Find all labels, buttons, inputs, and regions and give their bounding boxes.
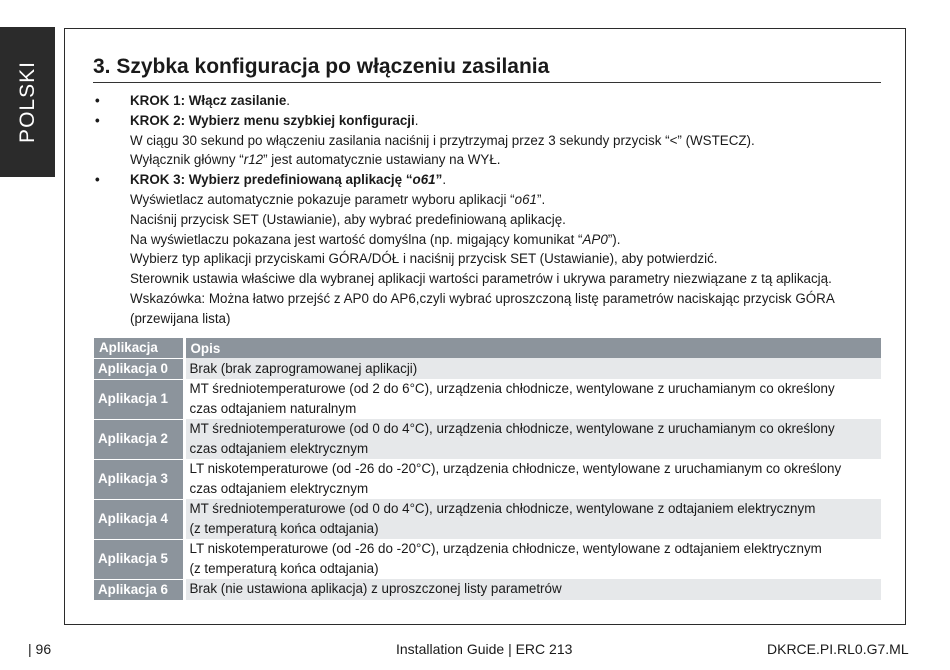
description-cell: LT niskotemperaturowe (od -26 do -20°C), urządzenia chłodnicze, wentylowane z odtajaniem elektrycznym (z temperaturą końca odtajania): [184, 539, 881, 579]
step-3-line-6: Wskazówka: Można łatwo przejść z AP0 do AP6,czyli wybrać uproszczoną listę parametrów naciskając przycisk GÓRA: [130, 290, 835, 306]
description-cell: MT średniotemperaturowe (od 2 do 6°C), urządzenia chłodnicze, wentylowane z uruchamianym co określony czas odtajaniem naturalnym: [184, 379, 881, 419]
step-3-line-1: Wyświetlacz automatycznie pokazuje parametr wyboru aplikacji “o61”.: [130, 191, 546, 207]
table-row: [94, 579, 881, 600]
application-cell: Aplikacja 3: [94, 459, 184, 499]
step-2: [93, 111, 893, 131]
description-cell: Brak (nie ustawiona aplikacja) z uproszczonej listy parametrów: [184, 579, 881, 600]
application-cell: Aplikacja 2: [94, 419, 184, 459]
application-cell: Aplikacja 4: [94, 499, 184, 539]
table-row: [94, 499, 881, 539]
table-row: [94, 539, 881, 579]
step-3-line-2: Naciśnij przycisk SET (Ustawianie), aby wybrać predefiniowaną aplikację.: [130, 211, 566, 227]
language-tab: [0, 27, 55, 177]
document-code: DKRCE.PI.RL0.G7.ML: [767, 641, 909, 657]
step-3-suffix: .: [442, 172, 447, 188]
table-row: [94, 379, 881, 419]
step-2-line-2: Wyłącznik główny “r12” jest automatycznie ustawiany na WYŁ.: [130, 152, 501, 168]
step-2-suffix: .: [414, 112, 419, 128]
description-cell: MT średniotemperaturowe (od 0 do 4°C), urządzenia chłodnicze, wentylowane z uruchamianym co określony czas odtajaniem elektrycznym: [184, 419, 881, 459]
description-cell: MT średniotemperaturowe (od 0 do 4°C), urządzenia chłodnicze, wentylowane z odtajaniem elektrycznym (z temperaturą końca odtajania): [184, 499, 881, 539]
step-1-heading: KROK 1: Włącz zasilanie: [130, 93, 287, 108]
bullet-icon: •: [95, 93, 100, 108]
step-2-line-1: W ciągu 30 sekund po włączeniu zasilania naciśnij i przytrzymaj przez 3 sekundy przycisk “<” (WSTECZ).: [130, 132, 755, 148]
step-3: [93, 170, 893, 190]
table-header-row: [94, 338, 881, 358]
step-3-line-3: Na wyświetlaczu pokazana jest wartość domyślna (np. migający komunikat “AP0”).: [130, 231, 621, 247]
step-1: [93, 91, 893, 111]
application-cell: Aplikacja 0: [94, 358, 184, 379]
application-cell: Aplikacja 6: [94, 579, 184, 600]
description-cell: LT niskotemperaturowe (od -26 do -20°C), urządzenia chłodnicze, wentylowane z uruchamianym co określony czas odtajaniem elektrycznym: [184, 459, 881, 499]
applications-table: [94, 338, 881, 600]
application-cell: Aplikacja 5: [94, 539, 184, 579]
step-3-line-4: Wybierz typ aplikacji przyciskami GÓRA/DÓŁ i naciśnij przycisk SET (Ustawianie), aby potwierdzić.: [130, 251, 718, 267]
section-title: 3. Szybka konfiguracja po włączeniu zasilania: [93, 55, 881, 83]
application-cell: Aplikacja 1: [94, 379, 184, 419]
column-header-description: Opis: [184, 338, 881, 358]
column-header-application: Aplikacja: [94, 338, 184, 358]
bullet-icon: •: [95, 112, 100, 128]
step-2-heading: KROK 2: Wybierz menu szybkiej konfiguracji: [130, 112, 415, 128]
bullet-icon: •: [95, 172, 100, 188]
table-row: [94, 419, 881, 459]
steps-list: [93, 91, 893, 329]
step-3-heading: KROK 3: Wybierz predefiniowaną aplikację “o61”: [130, 172, 443, 188]
step-1-suffix: .: [286, 93, 291, 108]
step-3-line-7: (przewijana lista): [130, 310, 231, 326]
table-row: [94, 459, 881, 499]
step-3-line-5: Sterownik ustawia właściwe dla wybranej aplikacji wartości parametrów i ukrywa parametry niezwiązane z tą aplikacją.: [130, 271, 832, 287]
description-cell: Brak (brak zaprogramowanej aplikacji): [184, 358, 881, 379]
footer-guide-title: Installation Guide | ERC 213: [396, 641, 573, 657]
table-row: [94, 358, 881, 379]
language-label: POLSKI: [15, 61, 39, 143]
page-number: | 96: [28, 641, 52, 657]
